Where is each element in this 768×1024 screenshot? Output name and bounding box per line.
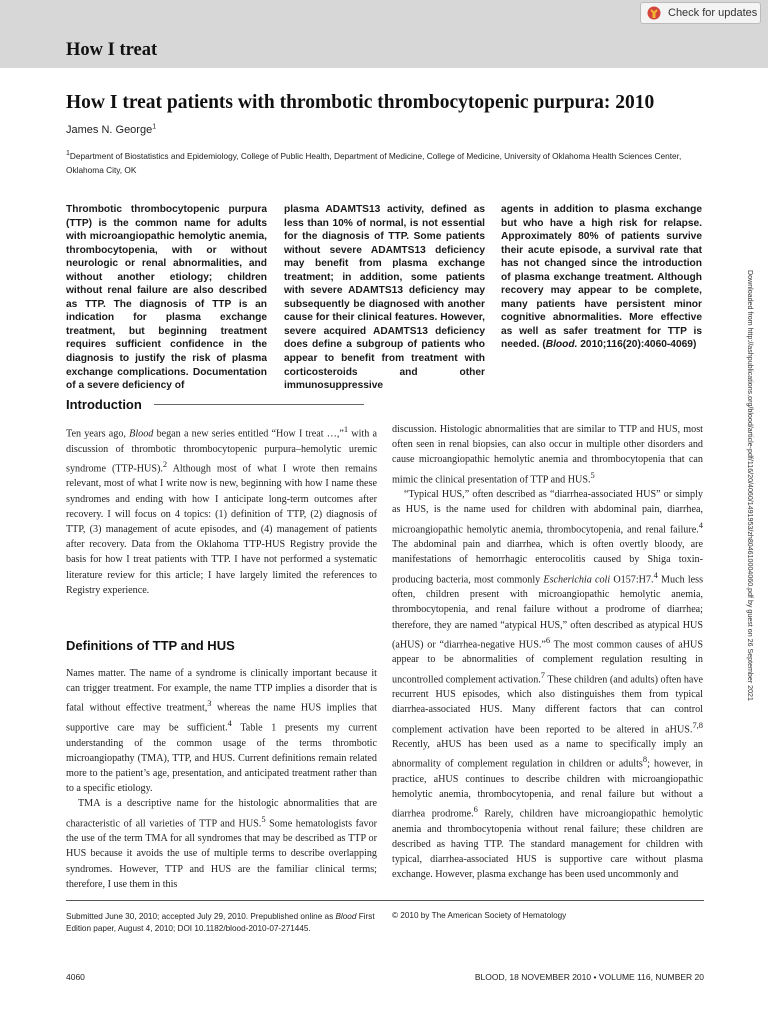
section-label: How I treat [66,40,158,60]
text-run: These children (and adults) often have recurrent HUS episodes, which also distinguishes them from typical diarrhea-associated HUS. Many different factors that can control complement activation have been reported to be altered in aHUS. [392,673,703,735]
text-run: The abdominal pain and diarrhea, which is often overtly bloody, are manifestations of hemorrhagic enterocolitis caused by Shiga toxin-producing bacteria, most commonly [392,539,703,585]
download-note: Downloaded from http://ashpublications.org/blood/article-pdf/116/20/4060/1491953/zh804610004060.pdf by guest on 26 September 2021 [746,270,754,701]
definitions-heading-text: Definitions of TTP and HUS [66,638,235,653]
text-run: began a new series entitled “How I treat …,” [153,428,344,440]
submission-note [66,911,381,935]
abstract-column-1: Thrombotic thrombocytopenic purpura (TTP) is the common name for adults with microangiopathic hemolytic anemia, thrombocytopenia, with or without neurologic or renal abnormalities, and without another etiology; children without renal failure are also described as TTP. The diagnosis of TTP is an indication for plasma exchange treatment, but beginning treatment requires sufficient confidence in the diagnosis to justify the risk of plasma exchange complications. Documentation of a severe deficiency of [66,204,267,392]
abstract-citation: 2010;116(20):4060-4069) [577,339,697,351]
col2-paragraph-1 [392,422,703,487]
author-sup: 1 [152,123,157,131]
copyright: © 2010 by The American Society of Hematology [392,911,567,920]
introduction-heading [66,397,364,412]
text-run: Names matter. The name of a syndrome is clinically important because it can trigger treatment. For example, the name TTP implies a disorder that is fatal without effective treatment, [66,668,377,714]
page-number: 4060 [66,972,85,982]
col2-paragraph-2 [392,487,703,883]
crossmark-icon [647,6,661,20]
reference-sup: 3 [207,698,212,709]
defs-paragraph-1 [66,666,377,796]
reference-sup: 8 [642,754,648,765]
author-line [66,124,156,136]
text-run: discussion. Histologic abnormalities that are similar to TTP and HUS, most often seen in renal biopsies, can also occur in multiple other disorders and cause microangiopathic hemolytic anemia and thrombocytopenia that can mimic the clinical presentation of TTP and HUS. [392,424,703,485]
intro-paragraph [66,422,377,598]
text-run: with a discussion of thrombotic thrombocytopenic purpura–hemolytic uremic syndrome (TTP-HUS). [66,428,377,475]
abstract-journal: Blood. [545,339,578,351]
affiliation-sup: 1 [66,150,70,158]
defs-paragraph-2 [66,796,377,891]
affiliation-text: Department of Biostatistics and Epidemiology, College of Public Health, Department of Medicine, College of Medicine, University of Oklahoma Health Sciences Center, Oklahoma City, OK [66,151,682,175]
text-run: whereas the name HUS implies that supportive care may be sufficient. [66,702,377,734]
reference-sup: 2 [162,458,168,469]
reference-sup: 4 [227,717,232,728]
journal-info: BLOOD, 18 NOVEMBER 2010 • VOLUME 116, NUMBER 20 [474,972,704,982]
text-run: Submitted June 30, 2010; accepted July 29, 2010. Prepublished online as [66,912,336,921]
right-column-text [392,422,703,891]
check-for-updates-button[interactable] [640,2,761,24]
text-run: Rarely, children have microangiopathic hemolytic anemia and thrombocytopenia without renal failure; these children are described as having TTP. The standard management for children with typical, diarrhea-associated HUS is supportive care without plasma exchange. However, plasma exchange has been used uncommonly and [392,808,703,881]
heading-rule [154,404,364,405]
footer-rule [66,900,704,901]
text-run: Ten years ago, [66,428,130,440]
affiliation [66,150,716,177]
definitions-text [66,666,377,891]
reference-sup: 5 [261,813,266,824]
species-name: Escherichia coli [543,573,611,585]
text-run: Table 1 presents my current understanding of the common usage of the terms thrombotic microangiopathy (TMA), TTP, and HUS. Current definitions remain related more to the patient’s age, presentation, and anticipated treatment rather than to a specific etiology. [66,722,377,795]
journal-name: Blood [335,912,357,921]
reference-sup: 7,8 [692,719,703,730]
text-run: Although most of what I wrote then remains relevant, most of what I write now is new, beginning with how I name these syndromes and ending with how I anticipate long-term outcomes after recovery. I will focus on 4 topics: (1) definition of TTP, (2) diagnosis of TTP, (3) management of acute episodes, and (4) management of patients after recovery. Data from the Oklahoma TTP-HUS Registry provide the basis for how I treat patients with TTP. I have not performed a systematic literature review for this article; I have largely limited the references to Registry experience. [66,463,377,596]
text-run: TMA is a descriptive name for the histologic abnormalities that are characteristic of all varieties of TTP and HUS. [66,798,377,829]
abstract-column-2: plasma ADAMTS13 activity, defined as less than 10% of normal, is not essential for the diagnosis of TTP. Some patients without severe ADAMTS13 deficiency may benefit from plasma exchange treatment; in addition, some patients with severe ADAMTS13 deficiency may subsequently be diagnosed with another cause for their clinical features. However, severe acquired ADAMTS13 deficiency does define a subgroup of patients who appear to benefit from treatment with corticosteroids and other immunosuppressive [284,204,485,392]
author-name: James N. George [66,124,153,136]
reference-sup: 6 [545,634,551,645]
reference-sup: 5 [590,469,595,480]
text-run: Some hematologists favor the use of the term TMA for all syndromes that may be described as TTP or HUS because it avoids the use of multiple terms to describe overlapping syndromes. However, TTP and HUS are the familiar clinical terms; therefore, I use them in this [66,817,377,890]
introduction-text [66,422,377,604]
journal-name: Blood [129,428,154,440]
text-run: First Edition paper, August 4, 2010; DOI 10.1182/blood-2010-07-271445. [66,912,375,933]
reference-sup: 6 [473,804,478,815]
reference-sup: 7 [540,669,546,680]
article-title: How I treat patients with thrombotic thrombocytopenic purpura: 2010 [66,92,655,113]
header-band [0,0,768,68]
check-for-updates-label: Check for updates [668,7,758,19]
abstract-column-3 [501,203,702,393]
reference-sup: 4 [698,519,703,530]
text-run: Much less often, children present with microangiopathic hemolytic anemia, thrombocytopenia, and renal failure without a prodrome of diarrhea; therefore, they are named “atypical HUS,” often described as atypical HUS (aHUS) or “diarrhea-negative HUS.” [392,573,703,651]
definitions-heading [66,638,235,653]
reference-sup: 1 [343,424,349,434]
text-run: Recently, aHUS has been used as a name to specifically imply an abnormality of complement regulation in children or adults [392,739,703,770]
text-run: “Typical HUS,” often described as “diarrhea-associated HUS” or simply as HUS, is the name used for children with abdominal pain, diarrhea, microangiopathic hemolytic anemia, thrombocytopenia, and renal failure. [392,489,703,535]
reference-sup: 4 [653,569,658,580]
abstract-col3-text: agents in addition to plasma exchange but who have a high risk for relapse. Approximately 80% of patients survive their acute episode, a survival rate that has not changed since the introduction of plasma exchange treatment. Although recovery may appear to be complete, many patients have persistent minor cognitive abnormalities. More effective as well as safer treatment for TTP is needed. ( [501,204,702,351]
introduction-heading-text: Introduction [66,397,142,412]
text-run: O157:H7. [610,573,654,585]
text-run: The most common causes of aHUS appear to be abnormalities of complement regulation resulting in uncontrolled complement activation. [392,639,703,685]
text-run: ; however, in practice, aHUS continues to describe children with microangiopathic hemolytic anemia, thrombocytopenia, and renal failure but without a diarrhea prodrome. [392,758,703,820]
